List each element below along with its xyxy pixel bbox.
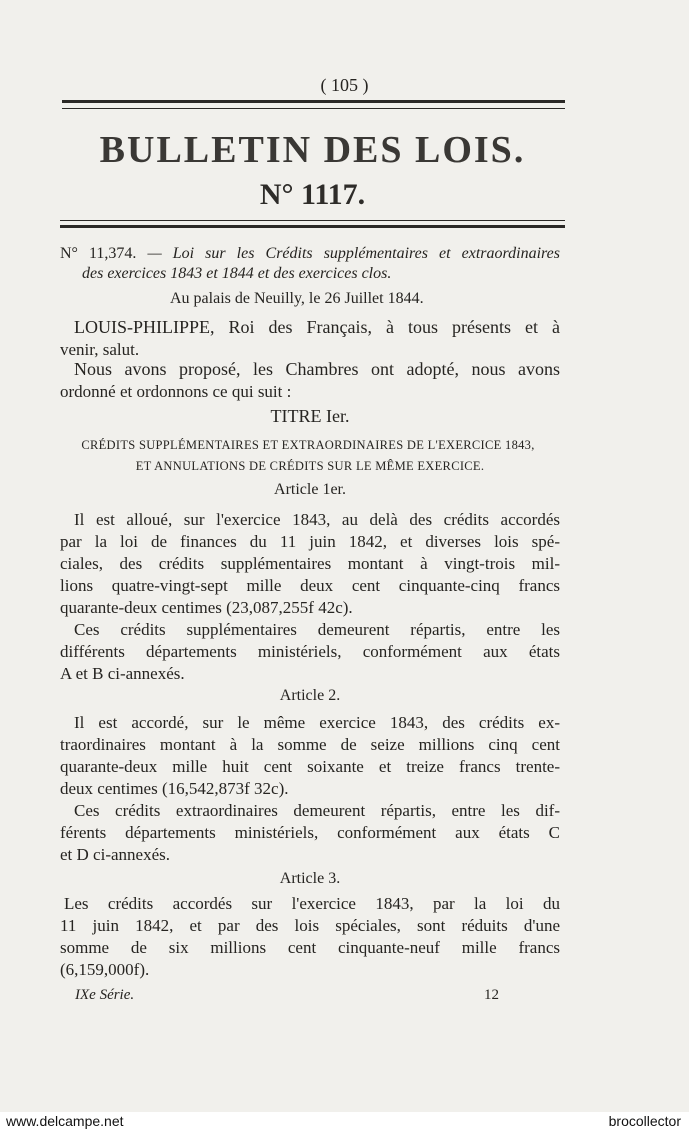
watermark-left: www.delcampe.net	[6, 1113, 124, 1129]
law-title-line-2: des exercices 1843 et 1844 et des exercices clos.	[82, 265, 392, 282]
titre-heading: TITRE Ier.	[270, 406, 350, 426]
preamble-1a: LOUIS-PHILIPPE, Roi des Français, à tous présents et à	[74, 317, 560, 337]
article-2-line: quarante-deux mille huit cent soixante et treize francs trente-	[60, 757, 560, 776]
bulletin-title: BULLETIN DES LOIS.	[99, 129, 526, 171]
article-2-line: férents départements ministériels, conformément aux états C	[60, 823, 560, 842]
law-title-1: — Loi sur les Crédits supplémentaires et extraordinaires	[147, 245, 560, 262]
article-1-line: par la loi de finances du 11 juin 1842, et diverses lois spé-	[60, 532, 560, 551]
preamble-2b: ordonné et ordonnons ce qui suit :	[60, 382, 292, 401]
mid-rule-thin	[60, 220, 565, 221]
article-2-line: et D ci-annexés.	[60, 845, 170, 864]
article-1-line: Il est alloué, sur l'exercice 1843, au delà des crédits accordés	[74, 510, 560, 529]
titre-sub-2: ET ANNULATIONS DE CRÉDITS SUR LE MÊME EXERCICE.	[135, 459, 485, 473]
article-1-line: différents départements ministériels, conformément aux états	[60, 642, 560, 661]
article-1-line: lions quatre-vingt-sept mille deux cent cinquante-cinq francs	[60, 576, 560, 595]
article-2-line: traordinaires montant à la somme de seize millions cinq cent	[60, 735, 560, 754]
article-2-line: deux centimes (16,542,873f 32c).	[60, 779, 289, 798]
article-1-line: Ces crédits supplémentaires demeurent répartis, entre les	[74, 620, 560, 639]
top-rule-thin	[62, 108, 565, 109]
article-2-line: Ces crédits extraordinaires demeurent répartis, entre les dif-	[74, 801, 560, 820]
article-3-heading: Article 3.	[279, 870, 341, 887]
article-3-line: (6,159,000f).	[60, 960, 150, 979]
place-date: Au palais de Neuilly, le 26 Juillet 1844.	[170, 290, 424, 307]
article-3-line: somme de six millions cent cinquante-neuf mille francs	[60, 938, 560, 957]
watermark-right: brocollector	[608, 1113, 681, 1129]
preamble-2a: Nous avons proposé, les Chambres ont adopté, nous avons	[74, 359, 560, 379]
article-3-line: Les crédits accordés sur l'exercice 1843, par la loi du	[64, 894, 560, 913]
watermark-bar	[0, 1112, 689, 1131]
series-label: IXe Série.	[75, 987, 135, 1003]
law-number: N° 11,374.	[60, 245, 137, 262]
article-2-heading: Article 2.	[279, 687, 341, 704]
article-1-heading: Article 1er.	[274, 481, 346, 498]
article-3-line: 11 juin 1842, et par des lois spéciales, sont réduits d'une	[60, 916, 560, 935]
sheet-number: 12	[484, 987, 499, 1003]
article-2-line: Il est accordé, sur le même exercice 1843, des crédits ex-	[74, 713, 560, 732]
top-rule-thick	[62, 100, 565, 103]
article-1-line: A et B ci-annexés.	[60, 664, 185, 683]
article-1-line: quarante-deux centimes (23,087,255f 42c).	[60, 598, 353, 617]
article-1-line: ciales, des crédits supplémentaires montant à vingt-trois mil-	[60, 554, 560, 573]
bulletin-number: N° 1117.	[259, 178, 366, 211]
preamble-1b: venir, salut.	[60, 340, 140, 359]
titre-sub-1: CRÉDITS SUPPLÉMENTAIRES ET EXTRAORDINAIRES DE L'EXERCICE 1843,	[81, 438, 535, 452]
page-number: ( 105 )	[320, 75, 369, 95]
mid-rule-thick	[60, 225, 565, 228]
